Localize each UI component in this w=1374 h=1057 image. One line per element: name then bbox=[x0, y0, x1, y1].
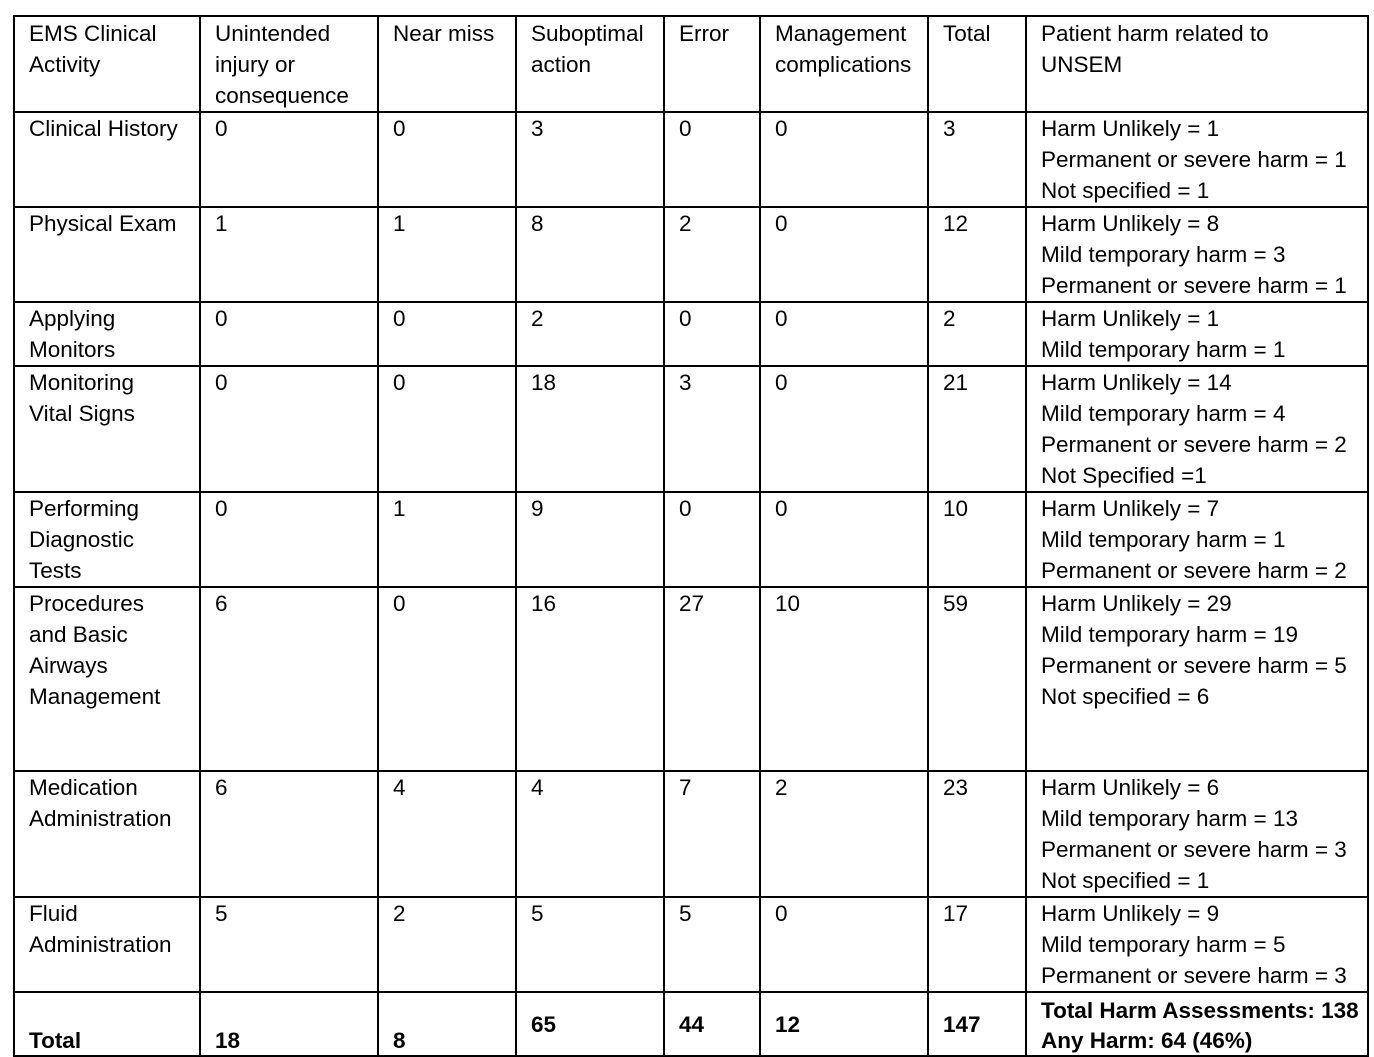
harm-text: Mild temporary harm = 5 bbox=[1041, 932, 1286, 957]
value-text: 2 bbox=[393, 901, 406, 926]
value-cell-unintended-col bbox=[200, 112, 378, 207]
header-cell-unintended-col bbox=[200, 16, 378, 112]
value-text: 0 bbox=[215, 496, 228, 521]
header-text: EMS Clinical bbox=[29, 21, 157, 46]
value-cell-error-col bbox=[664, 207, 760, 302]
activity-text: Administration bbox=[29, 932, 172, 957]
value-text: 0 bbox=[775, 370, 788, 395]
activity-text: Vital Signs bbox=[29, 401, 135, 426]
table-row bbox=[14, 587, 1368, 771]
value-cell-total-col bbox=[928, 771, 1026, 897]
total-cell-total-col bbox=[928, 992, 1026, 1056]
value-cell-suboptimal-col bbox=[516, 302, 664, 366]
total-label-cell bbox=[14, 992, 200, 1056]
value-cell-unintended-col bbox=[200, 302, 378, 366]
harm-text: Not specified = 6 bbox=[1041, 684, 1210, 709]
total-cell-error-col bbox=[664, 992, 760, 1056]
header-text: consequence bbox=[215, 83, 349, 108]
value-text: 0 bbox=[775, 901, 788, 926]
value-text: 0 bbox=[775, 116, 788, 141]
activity-text: and Basic bbox=[29, 622, 128, 647]
activity-text: Monitoring bbox=[29, 370, 135, 395]
activity-text: Administration bbox=[29, 806, 172, 831]
harm-cell bbox=[1026, 492, 1368, 587]
value-cell-suboptimal-col bbox=[516, 492, 664, 587]
value-cell-suboptimal-col bbox=[516, 771, 664, 897]
value-cell-error-col bbox=[664, 897, 760, 992]
value-text: 2 bbox=[775, 775, 788, 800]
harm-text: Harm Unlikely = 9 bbox=[1041, 901, 1220, 926]
table-row bbox=[14, 302, 1368, 366]
total-value: 8 bbox=[393, 1028, 406, 1053]
value-cell-error-col bbox=[664, 587, 760, 771]
total-cell-management-col bbox=[760, 992, 928, 1056]
value-cell-error-col bbox=[664, 492, 760, 587]
value-cell-total-col bbox=[928, 112, 1026, 207]
value-text: 0 bbox=[393, 116, 406, 141]
value-cell-management-col bbox=[760, 492, 928, 587]
total-cell-near-miss-col bbox=[378, 992, 516, 1056]
activity-cell bbox=[14, 302, 200, 366]
value-cell-management-col bbox=[760, 771, 928, 897]
harm-cell bbox=[1026, 587, 1368, 771]
activity-cell bbox=[14, 492, 200, 587]
table-row bbox=[14, 492, 1368, 587]
total-value: 147 bbox=[943, 1012, 981, 1037]
harm-cell bbox=[1026, 302, 1368, 366]
harm-text: Harm Unlikely = 1 bbox=[1041, 116, 1220, 141]
value-text: 0 bbox=[775, 211, 788, 236]
value-cell-total-col bbox=[928, 302, 1026, 366]
value-text: 59 bbox=[943, 591, 969, 616]
value-text: 3 bbox=[943, 116, 956, 141]
value-text: 10 bbox=[775, 591, 801, 616]
value-cell-unintended-col bbox=[200, 492, 378, 587]
harm-text: Permanent or severe harm = 3 bbox=[1041, 837, 1347, 862]
value-text: 18 bbox=[531, 370, 557, 395]
activity-text: Tests bbox=[29, 558, 82, 583]
harm-text: Harm Unlikely = 14 bbox=[1041, 370, 1232, 395]
value-cell-error-col bbox=[664, 771, 760, 897]
header-cell-suboptimal-col bbox=[516, 16, 664, 112]
value-text: 0 bbox=[775, 496, 788, 521]
value-text: 1 bbox=[215, 211, 228, 236]
activity-text: Diagnostic bbox=[29, 527, 135, 552]
harm-text: Harm Unlikely = 8 bbox=[1041, 211, 1220, 236]
header-cell-near-miss-col bbox=[378, 16, 516, 112]
header-cell-error-col bbox=[664, 16, 760, 112]
header-text: Unintended bbox=[215, 21, 331, 46]
value-text: 0 bbox=[393, 306, 406, 331]
harm-text: Mild temporary harm = 4 bbox=[1041, 401, 1286, 426]
harm-text: Not Specified =1 bbox=[1041, 463, 1207, 488]
header-text: UNSEM bbox=[1041, 52, 1123, 77]
value-text: 2 bbox=[679, 211, 692, 236]
value-cell-total-col bbox=[928, 366, 1026, 492]
value-text: 2 bbox=[531, 306, 544, 331]
activity-text: Monitors bbox=[29, 337, 116, 362]
value-cell-near-miss-col bbox=[378, 492, 516, 587]
table-row bbox=[14, 771, 1368, 897]
activity-text: Procedures bbox=[29, 591, 145, 616]
value-text: 4 bbox=[393, 775, 406, 800]
total-row bbox=[14, 992, 1368, 1056]
table-row bbox=[14, 366, 1368, 492]
header-text: Near miss bbox=[393, 21, 495, 46]
harm-cell bbox=[1026, 897, 1368, 992]
value-text: 5 bbox=[531, 901, 544, 926]
harm-text: Mild temporary harm = 1 bbox=[1041, 527, 1286, 552]
value-cell-management-col bbox=[760, 302, 928, 366]
total-label: Total bbox=[29, 1028, 82, 1053]
value-cell-unintended-col bbox=[200, 587, 378, 771]
value-cell-management-col bbox=[760, 897, 928, 992]
value-cell-error-col bbox=[664, 366, 760, 492]
activity-text: Airways bbox=[29, 653, 108, 678]
value-text: 6 bbox=[215, 775, 228, 800]
value-text: 3 bbox=[679, 370, 692, 395]
harm-text: Permanent or severe harm = 1 bbox=[1041, 147, 1347, 172]
header-cell-harm-col bbox=[1026, 16, 1368, 112]
value-cell-suboptimal-col bbox=[516, 897, 664, 992]
value-cell-suboptimal-col bbox=[516, 207, 664, 302]
header-text: complications bbox=[775, 52, 912, 77]
value-cell-management-col bbox=[760, 587, 928, 771]
value-cell-near-miss-col bbox=[378, 771, 516, 897]
harm-text: Permanent or severe harm = 5 bbox=[1041, 653, 1347, 678]
value-text: 6 bbox=[215, 591, 228, 616]
header-text: Error bbox=[679, 21, 729, 46]
value-text: 9 bbox=[531, 496, 544, 521]
harm-text: Not specified = 1 bbox=[1041, 868, 1210, 893]
table-row bbox=[14, 897, 1368, 992]
value-cell-total-col bbox=[928, 492, 1026, 587]
value-cell-near-miss-col bbox=[378, 302, 516, 366]
value-cell-near-miss-col bbox=[378, 366, 516, 492]
value-text: 2 bbox=[943, 306, 956, 331]
header-text: action bbox=[531, 52, 592, 77]
value-cell-near-miss-col bbox=[378, 897, 516, 992]
harm-text: Mild temporary harm = 13 bbox=[1041, 806, 1298, 831]
value-cell-unintended-col bbox=[200, 771, 378, 897]
table-row bbox=[14, 207, 1368, 302]
header-text: Management bbox=[775, 21, 907, 46]
value-cell-total-col bbox=[928, 587, 1026, 771]
total-cell-unintended-col bbox=[200, 992, 378, 1056]
harm-cell bbox=[1026, 207, 1368, 302]
value-text: 3 bbox=[531, 116, 544, 141]
activity-cell bbox=[14, 587, 200, 771]
value-cell-unintended-col bbox=[200, 366, 378, 492]
activity-cell bbox=[14, 207, 200, 302]
value-text: 12 bbox=[943, 211, 969, 236]
total-value: 18 bbox=[215, 1028, 241, 1053]
harm-text: Harm Unlikely = 1 bbox=[1041, 306, 1220, 331]
value-cell-suboptimal-col bbox=[516, 366, 664, 492]
harm-text: Mild temporary harm = 3 bbox=[1041, 242, 1286, 267]
value-text: 21 bbox=[943, 370, 969, 395]
harm-text: Mild temporary harm = 1 bbox=[1041, 337, 1286, 362]
header-cell-activity-col bbox=[14, 16, 200, 112]
value-text: 5 bbox=[215, 901, 228, 926]
value-cell-unintended-col bbox=[200, 207, 378, 302]
table-row bbox=[14, 112, 1368, 207]
harm-text: Harm Unlikely = 29 bbox=[1041, 591, 1232, 616]
activity-text: Medication bbox=[29, 775, 138, 800]
harm-text: Mild temporary harm = 19 bbox=[1041, 622, 1298, 647]
header-text: Total bbox=[943, 21, 991, 46]
activity-text: Applying bbox=[29, 306, 116, 331]
value-cell-error-col bbox=[664, 302, 760, 366]
value-text: 8 bbox=[531, 211, 544, 236]
total-value: 65 bbox=[531, 1012, 557, 1037]
harm-text: Permanent or severe harm = 3 bbox=[1041, 963, 1347, 988]
harm-text: Harm Unlikely = 6 bbox=[1041, 775, 1220, 800]
value-text: 0 bbox=[393, 370, 406, 395]
total-harm-cell bbox=[1026, 992, 1368, 1056]
harm-cell bbox=[1026, 366, 1368, 492]
value-text: 0 bbox=[215, 306, 228, 331]
value-text: 17 bbox=[943, 901, 969, 926]
table-header-row bbox=[14, 16, 1368, 112]
activity-text: Physical Exam bbox=[29, 211, 177, 236]
value-cell-management-col bbox=[760, 207, 928, 302]
harm-text: Harm Unlikely = 7 bbox=[1041, 496, 1220, 521]
activity-text: Management bbox=[29, 684, 161, 709]
value-cell-management-col bbox=[760, 366, 928, 492]
value-text: 0 bbox=[679, 496, 692, 521]
activity-cell bbox=[14, 112, 200, 207]
header-cell-management-col bbox=[760, 16, 928, 112]
value-text: 5 bbox=[679, 901, 692, 926]
header-cell-total-col bbox=[928, 16, 1026, 112]
value-text: 0 bbox=[393, 591, 406, 616]
value-text: 4 bbox=[531, 775, 544, 800]
value-cell-near-miss-col bbox=[378, 112, 516, 207]
value-text: 0 bbox=[679, 116, 692, 141]
header-text: Suboptimal bbox=[531, 21, 644, 46]
harm-cell bbox=[1026, 112, 1368, 207]
harm-text: Not specified = 1 bbox=[1041, 178, 1210, 203]
value-text: 7 bbox=[679, 775, 692, 800]
activity-text: Performing bbox=[29, 496, 140, 521]
value-text: 1 bbox=[393, 211, 406, 236]
value-text: 0 bbox=[215, 370, 228, 395]
value-cell-suboptimal-col bbox=[516, 587, 664, 771]
value-cell-near-miss-col bbox=[378, 587, 516, 771]
harm-text: Permanent or severe harm = 2 bbox=[1041, 558, 1347, 583]
activity-cell bbox=[14, 366, 200, 492]
header-text: injury or bbox=[215, 52, 296, 77]
activity-cell bbox=[14, 897, 200, 992]
value-text: 0 bbox=[775, 306, 788, 331]
value-text: 1 bbox=[393, 496, 406, 521]
activity-cell bbox=[14, 771, 200, 897]
value-text: 27 bbox=[679, 591, 705, 616]
total-value: 12 bbox=[775, 1012, 801, 1037]
total-harm-text: Any Harm: 64 (46%) bbox=[1041, 1028, 1253, 1053]
header-text: Activity bbox=[29, 52, 101, 77]
harm-text: Permanent or severe harm = 2 bbox=[1041, 432, 1347, 457]
activity-text: Fluid bbox=[29, 901, 78, 926]
total-cell-suboptimal-col bbox=[516, 992, 664, 1056]
total-harm-text: Total Harm Assessments: 138 bbox=[1041, 998, 1359, 1023]
activity-text: Clinical History bbox=[29, 116, 178, 141]
value-cell-total-col bbox=[928, 207, 1026, 302]
value-text: 16 bbox=[531, 591, 557, 616]
value-cell-unintended-col bbox=[200, 897, 378, 992]
value-cell-total-col bbox=[928, 897, 1026, 992]
value-cell-error-col bbox=[664, 112, 760, 207]
total-value: 44 bbox=[679, 1012, 705, 1037]
header-text: Patient harm related to bbox=[1041, 21, 1269, 46]
value-cell-management-col bbox=[760, 112, 928, 207]
value-text: 0 bbox=[215, 116, 228, 141]
harm-cell bbox=[1026, 771, 1368, 897]
value-text: 23 bbox=[943, 775, 969, 800]
harm-text: Permanent or severe harm = 1 bbox=[1041, 273, 1347, 298]
harm-table bbox=[13, 15, 1369, 1057]
value-text: 0 bbox=[679, 306, 692, 331]
value-cell-suboptimal-col bbox=[516, 112, 664, 207]
value-cell-near-miss-col bbox=[378, 207, 516, 302]
value-text: 10 bbox=[943, 496, 969, 521]
